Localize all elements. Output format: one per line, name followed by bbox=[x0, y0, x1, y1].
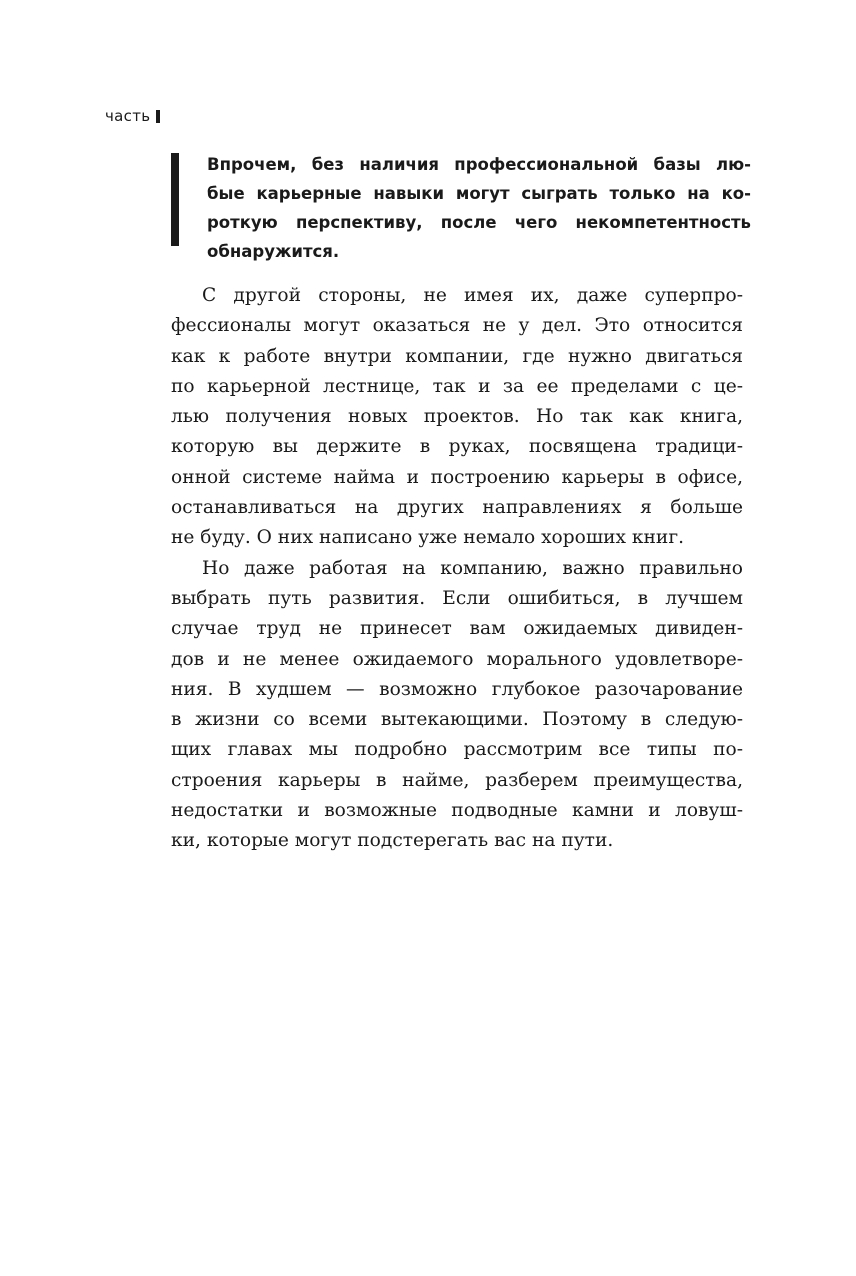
text-line: по карьерной лестнице, так и за ее пределами с це- bbox=[171, 375, 743, 397]
text-line: С другой стороны, не имея их, даже суперпро- bbox=[202, 285, 743, 306]
text-line: которую вы держите в руках, посвящена традици- bbox=[171, 436, 743, 458]
part-numeral-mark bbox=[156, 110, 160, 123]
text-line: фессионалы могут оказаться не у дел. Это относится bbox=[171, 315, 743, 337]
callout-line: обнаружится. bbox=[207, 242, 340, 261]
text-line: в жизни со всеми вытекающими. Поэтому в следую- bbox=[171, 709, 743, 731]
text-line: онной системе найма и построению карьеры в офисе, bbox=[171, 466, 743, 488]
callout-line: Впрочем, без наличия профессиональной базы лю- bbox=[207, 155, 751, 174]
text-line: выбрать путь развития. Если ошибиться, в лучшем bbox=[171, 587, 743, 609]
text-line: случае труд не принесет вам ожидаемых дивиден- bbox=[171, 618, 743, 640]
text-line: не буду. О них написано уже немало хороших книг. bbox=[171, 527, 684, 549]
body-text bbox=[171, 281, 743, 857]
text-line: ния. В худшем — возможно глубокое разочарование bbox=[171, 678, 743, 700]
text-line: как к работе внутри компании, где нужно двигаться bbox=[171, 345, 743, 367]
callout-line: роткую перспективу, после чего некомпетентность bbox=[207, 213, 751, 232]
text-line: лью получения новых проектов. Но так как книга, bbox=[171, 406, 743, 428]
text-line: дов и не менее ожидаемого морального удовлетворе- bbox=[171, 648, 743, 670]
callout-line: бые карьерные навыки могут сыграть только на ко- bbox=[207, 184, 751, 203]
text-line: строения карьеры в найме, разберем преимущества, bbox=[171, 769, 743, 791]
running-head bbox=[105, 106, 160, 126]
text-line: ки, которые могут подстерегать вас на пути. bbox=[171, 830, 614, 852]
paragraph bbox=[171, 554, 743, 857]
text-line: останавливаться на других направлениях я больше bbox=[171, 497, 743, 519]
paragraph bbox=[171, 281, 743, 554]
running-head-label: часть bbox=[105, 107, 151, 125]
text-line: недостатки и возможные подводные камни и ловуш- bbox=[171, 800, 743, 822]
callout-bar bbox=[171, 153, 179, 246]
text-line: Но даже работая на компанию, важно правильно bbox=[202, 557, 743, 579]
text-line: щих главах мы подробно рассмотрим все типы по- bbox=[171, 739, 743, 761]
